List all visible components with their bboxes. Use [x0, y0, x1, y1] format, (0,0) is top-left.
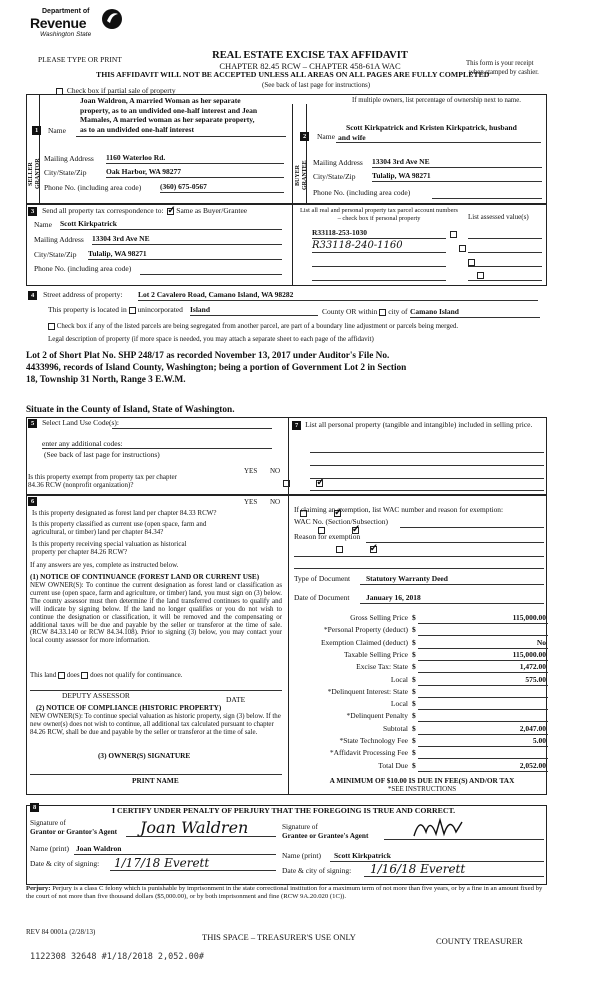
section-8-badge: 8	[30, 803, 39, 812]
financial-row-currency: $	[412, 723, 416, 733]
dept-line1: Department of	[42, 8, 90, 15]
grantor-sig-label-1: Signature of	[30, 818, 66, 827]
section-5-badge: 5	[28, 419, 37, 428]
s5-yes-header: YES	[244, 467, 258, 475]
historic-yes-checkbox[interactable]	[336, 546, 343, 553]
dor-swirl-icon	[101, 7, 123, 31]
seller-name-line2: property, as to an undivided one-half interest and Jean	[80, 105, 258, 115]
financial-row-value[interactable]: 115,000.00	[418, 614, 548, 624]
city-of-label: city of	[388, 307, 408, 316]
parcel-2[interactable]: R33118-240-1160	[312, 240, 446, 253]
county-value[interactable]: Island	[190, 306, 318, 316]
financial-row-currency: $	[412, 748, 416, 758]
buyer-mailing-label: Mailing Address	[313, 158, 363, 167]
financial-row	[290, 762, 548, 773]
financial-row-currency: $	[412, 637, 416, 647]
grantee-sig-label-2: Grantee or Grantee's Agent	[282, 830, 369, 840]
financial-row-label: Total Due	[378, 760, 408, 770]
financial-row-value[interactable]	[418, 626, 548, 636]
financial-row-currency: $	[412, 649, 416, 659]
street-address[interactable]: Lot 2 Cavalero Road, Camano Island, WA 98282	[138, 291, 538, 301]
certify-statement: I CERTIFY UNDER PENALTY OF PERJURY THAT THE FOREGOING IS TRUE AND CORRECT.	[112, 806, 456, 815]
financial-row-currency: $	[412, 662, 416, 672]
financial-row	[290, 614, 548, 625]
financial-row-currency: $	[412, 613, 416, 622]
seller-phone-label: Phone No. (including area code)	[44, 183, 142, 192]
historic-no-checkbox[interactable]	[370, 546, 377, 553]
doc-type[interactable]: Statutory Warranty Deed	[360, 575, 544, 585]
notice-1-title: (1) NOTICE OF CONTINUANCE (FOREST LAND OR CURRENT USE)	[30, 573, 260, 581]
s5-exempt-no-checkbox[interactable]	[316, 480, 323, 487]
financial-row-currency: $	[412, 711, 416, 721]
seller-name-line3: Mamales, A married woman as her separate property,	[80, 115, 255, 124]
does-label: does	[66, 671, 80, 679]
this-land-label: This land	[30, 671, 57, 679]
exemption-label: If claiming an exemption, list WAC number and reason for exemption:	[294, 505, 504, 514]
buyer-side-label: BUYER GRANTEE	[295, 160, 308, 190]
s6-question-4: If any answers are yes, complete as instructed below.	[30, 561, 179, 569]
segregated-label: Check box if any of the listed parcels are being segregated from another parcel, are part of a boundary line adjustment or parcels being merged.	[56, 322, 459, 330]
owner-signature-label: (3) OWNER(S) SIGNATURE	[98, 751, 191, 760]
section-4-badge: 4	[28, 291, 37, 300]
section-1-badge: 1	[32, 126, 41, 135]
notice-2-body: NEW OWNER(S): To continue special valuation as historic property, sign (3) below. If the new owner(s) does not wish to continue, all additional tax calculated pursuant to chapter 84.26 RCW, shall be due and payable by the seller or transferor at the time of sale.	[30, 713, 281, 736]
financial-row-label: Local	[390, 699, 408, 709]
seller-mailing-label: Mailing Address	[44, 154, 94, 163]
corr-mailing[interactable]: 13304 3rd Ave NE	[92, 235, 282, 245]
dept-line2: Revenue	[30, 15, 87, 31]
legal-label: Legal description of property (if more space is needed, you may attach a separate sheet to each page of the affidavit)	[48, 335, 374, 343]
dept-line3: Washington State	[40, 31, 92, 38]
grantor-date[interactable]: 1/17/18 Everett	[110, 856, 276, 871]
exempt-question-2: 84.36 RCW (nonprofit organization)?	[28, 481, 134, 490]
grantee-name-label: Name (print)	[282, 851, 321, 860]
financial-row-value[interactable]	[418, 688, 548, 698]
see-back-note: (See back of last page for instructions)	[262, 81, 371, 89]
seller-city-label: City/State/Zip	[44, 168, 87, 177]
financial-row-label: *State Technology Fee	[339, 736, 408, 745]
financial-row-currency: $	[412, 760, 416, 770]
buyer-mailing[interactable]: 13304 3rd Ave NE	[372, 158, 542, 168]
form-title: REAL ESTATE EXCISE TAX AFFIDAVIT	[212, 50, 408, 61]
county-treasurer: COUNTY TREASURER	[436, 936, 523, 946]
section-2-badge: 2	[300, 132, 309, 141]
buyer-name-line1: Scott Kirkpatrick and Kristen Kirkpatrick, husband	[346, 123, 517, 132]
corr-city-label: City/State/Zip	[34, 250, 77, 259]
grantee-name[interactable]: Scott Kirkpatrick	[330, 852, 544, 862]
section-6-badge: 6	[28, 497, 37, 506]
financial-row	[290, 700, 548, 711]
financial-row	[290, 737, 548, 748]
buyer-city[interactable]: Tulalip, WA 98271	[372, 172, 542, 182]
does-not-label: does not qualify for continuance.	[90, 671, 183, 679]
grantee-date-label: Date & city of signing:	[282, 866, 352, 875]
corr-phone-label: Phone No. (including area code)	[34, 264, 132, 273]
financial-row	[290, 626, 548, 637]
legal-line-4: Situate in the County of Island, State of Washington.	[26, 405, 235, 415]
unincorporated-label: unincorporated	[137, 305, 183, 314]
financial-row-label: Taxable Selling Price	[343, 649, 408, 659]
financial-row-currency: $	[412, 686, 416, 696]
grantor-name-label: Name (print)	[30, 844, 69, 853]
section-7-badge: 7	[292, 421, 301, 430]
dor-logo	[30, 6, 125, 40]
city-value[interactable]: Camano Island	[410, 308, 540, 318]
form-warning: THIS AFFIDAVIT WILL NOT BE ACCEPTED UNLESS ALL AREAS ON ALL PAGES ARE FULLY COMPLETED	[96, 70, 490, 79]
seller-name-line4: as to an undivided one-half interest	[80, 124, 194, 134]
seller-city[interactable]: Oak Harbor, WA 98277	[106, 168, 284, 178]
seller-mailing[interactable]: 1160 Waterloo Rd.	[106, 154, 284, 164]
legal-line-2: 4433996, records of Island County, Washington; being a portion of Government Lot 2 in Section	[26, 363, 407, 373]
financial-row-label: *Delinquent Penalty	[346, 711, 408, 721]
grantor-signature[interactable]: Joan Waldren	[126, 820, 276, 837]
receipt-note-2: when stamped by cashier.	[469, 69, 539, 76]
please-type: PLEASE TYPE OR PRINT	[38, 55, 122, 64]
s6-question-1: Is this property designated as forest land per chapter 84.33 RCW?	[32, 509, 217, 517]
buyer-phone-label: Phone No. (including area code)	[313, 188, 411, 197]
see-back-5: (See back of last page for instructions)	[44, 450, 160, 459]
financial-row-value[interactable]: 2,047.00	[418, 725, 548, 735]
financial-row-value[interactable]: No	[418, 639, 548, 649]
personal-property-label: List all personal property (tangible and intangible) included in selling price.	[305, 420, 533, 429]
legal-line-1: Lot 2 of Short Plat No. SHP 248/17 as recorded November 13, 2017 under Auditor's File No.	[26, 351, 390, 361]
grantee-sig-label-1: Signature of	[282, 822, 318, 831]
partial-sale-label: Check box if partial sale of property	[66, 86, 176, 95]
grantee-date[interactable]: 1/16/18 Everett	[364, 862, 544, 877]
financial-row	[290, 725, 548, 736]
corr-name-label: Name	[34, 220, 52, 229]
form-subtitle: CHAPTER 82.45 RCW – CHAPTER 458-61A WAC	[219, 61, 401, 71]
parcel-3-checkbox[interactable]	[468, 259, 475, 266]
grantor-sig-label-2: Grantor or Grantor's Agent	[30, 826, 118, 836]
perjury-text: Perjury is a class C felony which is punishable by imprisonment in the state correctional institution for a maximum term of not more than five years, or by a fine in an amount fixed by the court of not more than five thousand dollars ($5,000.00), or by both imprisonment and fine (RCW 9A.20.020 (1C)).	[26, 885, 543, 900]
county-label: County OR within	[322, 307, 378, 316]
reason-label: Reason for exemption	[294, 532, 361, 541]
notice-1-body: NEW OWNER(S): To continue the current designation as forest land or classification as current use (open space, farm and agriculture, or timber) land, you must sign on (3) below. The county assessor must then determine if the land transferred continues to qualify and will indicate by signing below. If the land no longer qualifies or you do not wish to continue the designation or classification, it will be removed and the compensating or additional taxes will be due and payable by the seller or transferor at the time of sale. (RCW 84.33.140 or RCW 84.34.108). Prior to signing (3) below, you may contact your local county assessor for more information.	[30, 582, 282, 645]
s6-question-2a: Is this property classified as current use (open space, farm and	[32, 520, 207, 528]
financial-row-value[interactable]: 2,052.00	[418, 762, 548, 772]
financial-row	[290, 651, 548, 662]
segregated-checkbox[interactable]	[48, 323, 55, 330]
financial-row	[290, 676, 548, 687]
financial-row-label: Gross Selling Price	[350, 613, 408, 622]
financial-row	[290, 663, 548, 674]
financial-row-currency: $	[412, 699, 416, 709]
notice-2-title: (2) NOTICE OF COMPLIANCE (HISTORIC PROPERTY)	[36, 704, 222, 712]
financial-row-currency: $	[412, 674, 416, 684]
financial-row	[290, 639, 548, 650]
parcel-2-checkbox[interactable]	[459, 245, 466, 252]
financial-row-label: Exemption Claimed (deduct)	[320, 637, 408, 647]
land-does-not-checkbox[interactable]	[81, 672, 88, 679]
s6-yes-header: YES	[244, 498, 258, 506]
doc-date-label: Date of Document	[294, 593, 350, 602]
financial-row-value[interactable]	[418, 749, 548, 759]
seller-side-label: SELLER GRANTOR	[28, 158, 41, 190]
grantor-name[interactable]: Joan Waldron	[74, 845, 276, 855]
grantor-date-label: Date & city of signing:	[30, 859, 100, 868]
unincorporated-checkbox[interactable]	[129, 307, 136, 314]
city-of-checkbox[interactable]	[379, 309, 386, 316]
financial-row-value[interactable]: 115,000.00	[418, 651, 548, 661]
s5-exempt-yes-checkbox[interactable]	[283, 480, 290, 487]
doc-date[interactable]: January 16, 2018	[360, 594, 544, 604]
seller-phone[interactable]: (360) 675-0567	[160, 183, 284, 193]
additional-codes-label: enter any additional codes:	[42, 439, 123, 448]
minimum-note: A MINIMUM OF $10.00 IS DUE IN FEE(S) AND/OR TAX	[329, 776, 515, 785]
print-name-label: PRINT NAME	[132, 776, 179, 785]
section-3-badge: 3	[28, 207, 37, 216]
located-text: This property is located in	[48, 305, 127, 314]
s6-question-2b: agricultural, or timber) land per chapter 84.34?	[32, 528, 164, 537]
financial-row-label: *Delinquent Interest: State	[327, 686, 408, 696]
date-label: DATE	[226, 695, 246, 704]
parcel-4-checkbox[interactable]	[477, 272, 484, 279]
financial-row-label: Excise Tax: State	[356, 662, 408, 672]
financial-row-label: *Affidavit Processing Fee	[329, 748, 408, 758]
s6-question-3b: property per chapter 84.26 RCW?	[32, 548, 128, 557]
buyer-city-label: City/State/Zip	[313, 172, 356, 181]
wac-label: WAC No. (Section/Subsection)	[294, 517, 388, 526]
same-as-buyer-label: Same as Buyer/Grantee	[176, 206, 248, 215]
financial-row-value[interactable]: 5.00	[418, 737, 548, 747]
corr-city[interactable]: Tulalip, WA 98271	[88, 250, 282, 260]
financial-row-value[interactable]	[418, 700, 548, 710]
financial-row	[290, 712, 548, 723]
financial-row-currency: $	[412, 736, 416, 745]
s6-no-header: NO	[270, 498, 281, 506]
financial-row-currency: $	[412, 625, 416, 635]
land-does-checkbox[interactable]	[58, 672, 65, 679]
see-instructions: *SEE INSTRUCTIONS	[387, 785, 457, 793]
legal-line-3: 18, Township 31 North, Range 3 E.W.M.	[26, 375, 186, 385]
financial-row-label: Subtotal	[382, 723, 408, 733]
financial-row	[290, 688, 548, 699]
correspondence-label: Send all property tax correspondence to:	[42, 206, 164, 215]
receipt-note-1: This form is your receipt	[466, 60, 534, 67]
financial-row-value[interactable]: 575.00	[418, 676, 548, 686]
financial-row-label: Local	[390, 674, 408, 684]
grantee-signature[interactable]	[384, 826, 544, 840]
land-use-label: Select Land Use Code(s):	[42, 418, 119, 427]
street-label: Street address of property:	[43, 290, 123, 299]
seller-name-line1: Joan Waldron, A married Woman as her separate	[80, 96, 241, 105]
perjury-label: Perjury:	[26, 885, 51, 892]
parcel-1-checkbox[interactable]	[450, 231, 457, 238]
deputy-assessor-label: DEPUTY ASSESSOR	[62, 691, 130, 700]
cashier-stamp: 1122308 32648 #1/18/2018 2,052.00#	[30, 952, 204, 962]
seller-name-label: Name	[48, 126, 66, 135]
same-as-buyer-checkbox[interactable]	[167, 208, 174, 215]
form-id: REV 84 0001a (2/28/13)	[26, 928, 96, 936]
buyer-name-label: Name	[317, 132, 335, 141]
doc-type-label: Type of Document	[294, 574, 351, 583]
parcel-header: List all real and personal property tax parcel account numbers – check box if personal property	[299, 207, 459, 222]
financial-row	[290, 749, 548, 760]
corr-mailing-label: Mailing Address	[34, 235, 84, 244]
assessed-header: List assessed value(s)	[468, 213, 529, 221]
multiple-owners-note: If multiple owners, list percentage of ownership next to name.	[352, 97, 521, 104]
s5-no-header: NO	[270, 467, 281, 475]
financial-row-label: *Personal Property (deduct)	[323, 625, 408, 635]
financial-row-value[interactable]	[418, 712, 548, 722]
financial-row-value[interactable]: 1,472.00	[418, 663, 548, 673]
treasurer-space: THIS SPACE – TREASURER'S USE ONLY	[202, 932, 356, 942]
exempt-question-1: Is this property exempt from property tax per chapter	[28, 473, 177, 481]
grantee-signature-scribble-icon	[410, 814, 470, 840]
s6-question-3a: Is this property receiving special valuation as historical	[32, 540, 187, 548]
corr-name[interactable]: Scott Kirkpatrick	[60, 220, 282, 230]
parcel-1[interactable]: R33118-253-1030	[312, 229, 446, 239]
buyer-name-line2: and wife	[338, 132, 366, 142]
